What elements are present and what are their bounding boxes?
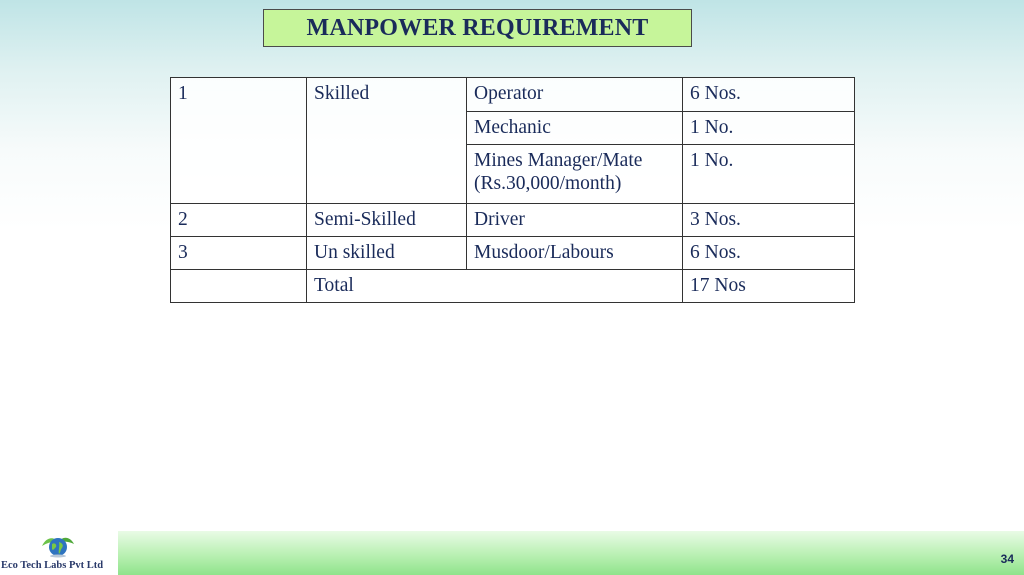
company-name: Eco Tech Labs Pvt Ltd (1, 560, 104, 571)
table-cell-count: 6 Nos. (683, 78, 855, 112)
table-row (171, 78, 855, 112)
table-cell-category: Semi-Skilled (307, 204, 467, 237)
slide-title-box (263, 9, 692, 47)
table-cell-serial (171, 270, 307, 303)
table-cell-category: Un skilled (307, 237, 467, 270)
manpower-table (170, 77, 855, 303)
table-cell-role: Mechanic (467, 112, 683, 145)
table-cell-total-count: 17 Nos (683, 270, 855, 303)
slide-title: MANPOWER REQUIREMENT (306, 14, 649, 41)
table-cell-count: 1 No. (683, 145, 855, 204)
globe-leaf-icon (40, 533, 76, 559)
table-cell-count: 1 No. (683, 112, 855, 145)
footer-band (118, 531, 1024, 575)
table-cell-role: Operator (467, 78, 683, 112)
table-row (171, 204, 855, 237)
company-logo (0, 531, 118, 575)
table-cell-count: 3 Nos. (683, 204, 855, 237)
table-cell-role: Musdoor/Labours (467, 237, 683, 270)
table-cell-serial: 3 (171, 237, 307, 270)
page-number: 34 (1000, 552, 1014, 566)
table-cell-serial: 2 (171, 204, 307, 237)
table-cell-role: Driver (467, 204, 683, 237)
table-cell-count: 6 Nos. (683, 237, 855, 270)
table-cell-category: Skilled (307, 78, 467, 204)
table-cell-role: Mines Manager/Mate (Rs.30,000/month) (467, 145, 683, 204)
table-row-total (171, 270, 855, 303)
table-row (171, 237, 855, 270)
table-cell-serial: 1 (171, 78, 307, 204)
table-cell-total-label: Total (307, 270, 683, 303)
